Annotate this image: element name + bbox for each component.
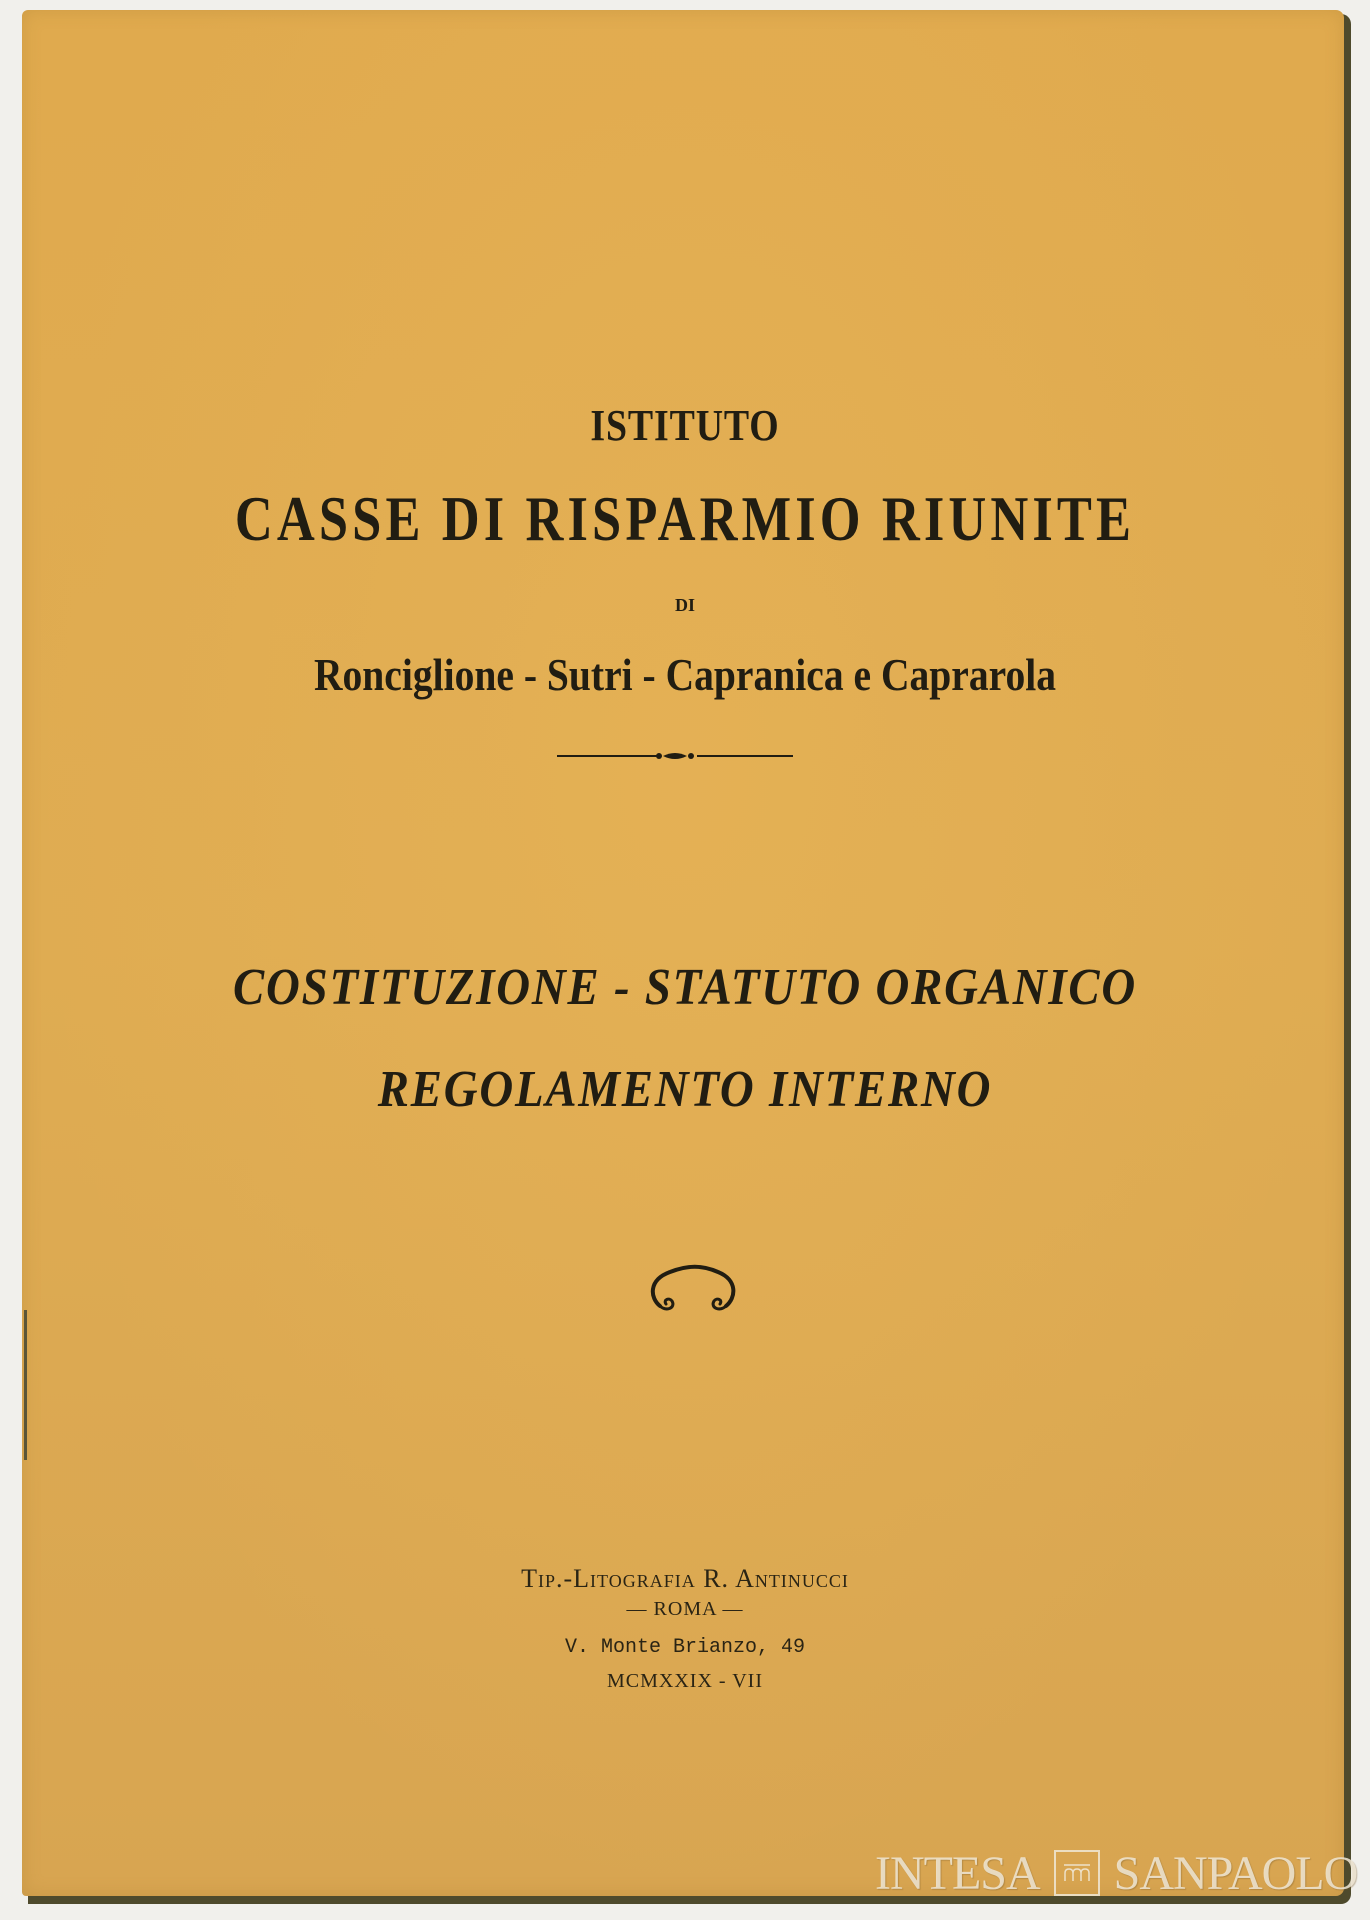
publication-date: MCMXXIX - VII bbox=[607, 1670, 763, 1692]
watermark-right-text: SANPAOLO bbox=[1113, 1846, 1358, 1900]
staple-spine-line bbox=[24, 1310, 27, 1460]
header-di: DI bbox=[674, 595, 695, 615]
intesa-sanpaolo-watermark bbox=[875, 1848, 1357, 1898]
printer-address: V. Monte Brianzo, 49 bbox=[564, 1636, 806, 1659]
intesa-sanpaolo-logo-icon bbox=[1054, 1850, 1100, 1896]
title-line-1: COSTITUZIONE - STATUTO ORGANICO bbox=[233, 959, 1137, 1016]
header-institution-name: CASSE DI RISPARMIO RIUNITE bbox=[234, 483, 1136, 554]
printer-city: — ROMA — bbox=[626, 1598, 744, 1620]
header-towns: Ronciglione - Sutri - Capranica e Caprarola bbox=[313, 649, 1057, 700]
header-istituto: ISTITUTO bbox=[590, 401, 780, 450]
watermark-left-text: INTESA bbox=[875, 1846, 1040, 1900]
title-line-2: REGOLAMENTO INTERNO bbox=[377, 1061, 993, 1118]
scroll-ornament-icon bbox=[640, 1258, 745, 1318]
decorative-rule-icon bbox=[557, 751, 793, 761]
printer-name: Tip.-Litografia R. Antinucci bbox=[521, 1564, 849, 1593]
